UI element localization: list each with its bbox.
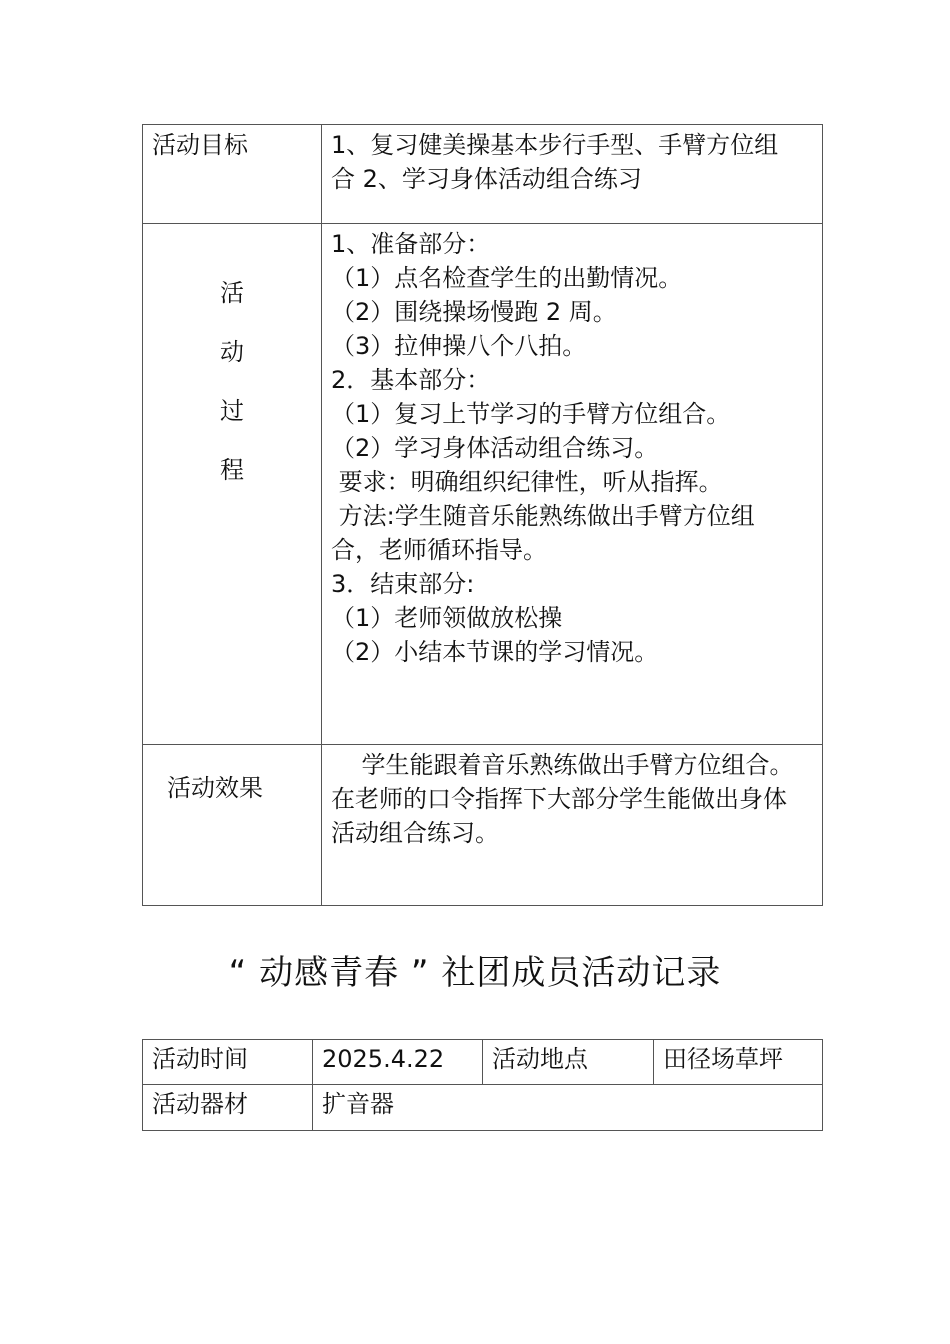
place-value: 田径场草坪	[654, 1040, 823, 1085]
process-line: 3．结束部分:	[331, 570, 475, 598]
goal-line: 合 2、学习身体活动组合练习	[331, 165, 642, 193]
process-line: （3）拉伸操八个八拍。	[331, 332, 587, 360]
process-line: （1）点名检查学生的出勤情况。	[331, 264, 683, 292]
time-value: 2025.4.22	[313, 1040, 483, 1085]
effect-label: 活动效果	[167, 774, 263, 802]
process-line: 方法:学生随音乐能熟练做出手臂方位组	[331, 502, 755, 530]
activity-record-table-2	[142, 1039, 823, 1131]
process-label-char: 动	[220, 338, 244, 366]
process-line: 2．基本部分：	[331, 366, 491, 394]
goal-label-cell	[143, 125, 322, 224]
process-label-char: 程	[220, 456, 244, 484]
activity-record-table-1	[142, 124, 823, 906]
process-line: （2）小结本节课的学习情况。	[331, 638, 659, 666]
time-label: 活动时间	[143, 1040, 313, 1085]
process-line: （1）复习上节学习的手臂方位组合。	[331, 400, 731, 428]
process-label-cell	[143, 224, 322, 745]
goal-line: 1、复习健美操基本步行手型、手臂方位组	[331, 131, 779, 159]
process-line: 1、准备部分：	[331, 230, 491, 258]
equipment-label: 活动器材	[143, 1085, 313, 1131]
goal-content-cell	[322, 125, 823, 224]
process-line: 合，老师循环指导。	[331, 536, 547, 564]
effect-line: 学生能跟着音乐熟练做出手臂方位组合。	[331, 751, 794, 779]
process-line: 要求：明确组织纪律性，听从指挥。	[331, 468, 723, 496]
effect-content-cell	[322, 745, 823, 906]
equipment-value: 扩音器	[313, 1085, 823, 1131]
effect-label-cell	[143, 745, 322, 906]
effect-line: 在老师的口令指挥下大部分学生能做出身体	[331, 785, 787, 813]
process-label-char: 过	[220, 397, 244, 425]
effect-line: 活动组合练习。	[331, 819, 499, 847]
goal-label: 活动目标	[152, 131, 248, 159]
process-line: （1）老师领做放松操	[331, 604, 563, 632]
page-title: “ 动感青春 ” 社团成员活动记录	[228, 953, 722, 993]
process-line: （2）围绕操场慢跑 2 周。	[331, 298, 617, 326]
process-content-cell	[322, 224, 823, 745]
process-line: （2）学习身体活动组合练习。	[331, 434, 659, 462]
place-label: 活动地点	[483, 1040, 654, 1085]
process-label-char: 活	[220, 279, 244, 307]
